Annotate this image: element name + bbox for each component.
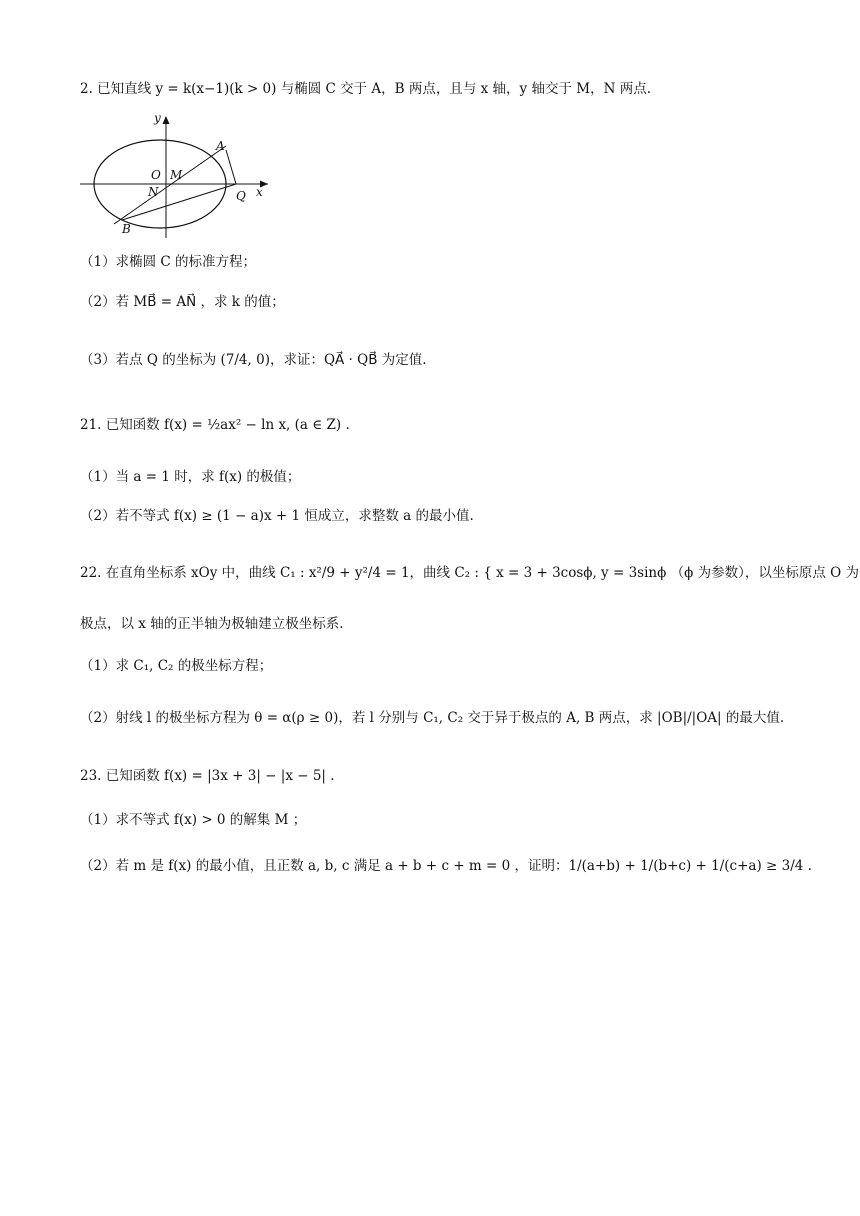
- label-a: A: [216, 139, 225, 153]
- label-n: N: [148, 185, 159, 199]
- label-x: x: [256, 185, 263, 199]
- line-ab: [114, 146, 226, 224]
- q21-part2: （2）若不等式 f(x) ≥ (1 − a)x + 1 恒成立，求整数 a 的最小值.: [80, 508, 474, 524]
- q23-part1: （1）求不等式 f(x) > 0 的解集 M ；: [80, 812, 307, 828]
- q22-part2: （2）射线 l 的极坐标方程为 θ = α(ρ ≥ 0)，若 l 分别与 C₁, C₂ 交于异于极点的 A, B 两点，求 |OB|/|OA| 的最大值.: [80, 710, 785, 726]
- segment-qa: [226, 150, 236, 184]
- q21-part1: （1）当 a = 1 时，求 f(x) 的极值；: [80, 469, 301, 485]
- q21-stem: 21. 已知函数 f(x) = ½ax² − ln x, (a ∈ Z) .: [80, 417, 350, 433]
- q20-part2: （2）若 MB⃗ = AN⃗ ，求 k 的值；: [80, 294, 285, 310]
- label-o: O: [151, 168, 161, 182]
- q20-stem: 2. 已知直线 y = k(x−1)(k > 0) 与椭圆 C 交于 A，B 两点，且与 x 轴，y 轴交于 M，N 两点.: [80, 81, 651, 97]
- q20-part3: （3）若点 Q 的坐标为 (7/4, 0)，求证：QA⃗ · QB⃗ 为定值.: [80, 352, 427, 368]
- segment-qb: [122, 184, 236, 220]
- q23-part2: （2）若 m 是 f(x) 的最小值，且正数 a, b, c 满足 a + b + c + m = 0 ，证明：1/(a+b) + 1/(b+c) + 1/(c+a) ≥ 3/4 .: [80, 858, 812, 874]
- label-y: y: [154, 111, 161, 125]
- q22-part1: （1）求 C₁, C₂ 的极坐标方程；: [80, 658, 273, 674]
- label-q: Q: [236, 189, 246, 203]
- q22-stem-line1: 22. 在直角坐标系 xOy 中，曲线 C₁ : x²/9 + y²/4 = 1，曲线 C₂ : { x = 3 + 3cosϕ, y = 3sinϕ （ϕ 为参数），以坐标原点 O 为: [80, 565, 859, 581]
- q22-stem-line2: 极点，以 x 轴的正半轴为极轴建立极坐标系.: [80, 616, 344, 632]
- y-axis-arrow: [163, 116, 170, 124]
- label-b: B: [122, 222, 131, 236]
- q20-part1: （1）求椭圆 C 的标准方程；: [80, 254, 257, 270]
- ellipse-figure: [78, 108, 278, 238]
- q23-stem: 23. 已知函数 f(x) = |3x + 3| − |x − 5| .: [80, 768, 335, 784]
- label-m: M: [170, 168, 183, 182]
